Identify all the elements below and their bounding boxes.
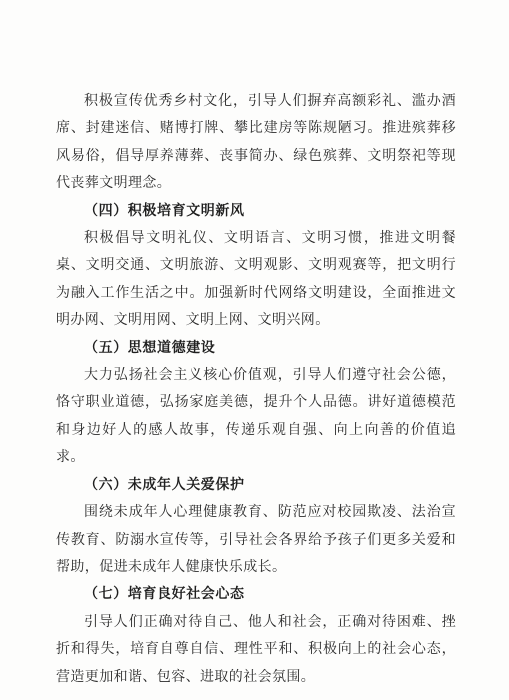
section-heading-social-mindset: （七）培育良好社会心态 — [84, 586, 245, 603]
section-heading-civilized-customs: （四）积极培育文明新风 — [84, 202, 245, 219]
document-body — [56, 88, 456, 691]
paragraph-civilized-customs: 积极倡导文明礼仪、文明语言、文明习惯，推进文明餐桌、文明交通、文明旅游、文明观影、文明观赛等，把文明行为融入工作生活之中。加强新时代网络文明建设，全面推进文明办网、文明用网、文明上网、文明兴网。 — [56, 230, 456, 329]
paragraph-rural-culture: 积极宣传优秀乡村文化，引导人们摒弃高额彩礼、滥办酒席、封建迷信、赌博打牌、攀比建房等陈规陋习。推进殡葬移风易俗，倡导厚养薄葬、丧事简办、绿色殡葬、文明祭祀等现代丧葬文明理念。 — [56, 93, 456, 192]
section-heading-minor-protection: （六）未成年人关爱保护 — [84, 476, 245, 493]
paragraph-moral-construction: 大力弘扬社会主义核心价值观，引导人们遵守社会公德，恪守职业道德，弘扬家庭美德，提升个人品德。讲好道德模范和身边好人的感人故事，传递乐观自强、向上向善的价值追求。 — [56, 367, 456, 466]
paragraph-minor-protection: 围绕未成年人心理健康教育、防范应对校园欺凌、法治宣传教育、防溺水宣传等，引导社会各界给予孩子们更多关爱和帮助，促进未成年人健康快乐成长。 — [56, 504, 456, 575]
section-heading-moral-construction: （五）思想道德建设 — [84, 339, 216, 356]
paragraph-social-mindset: 引导人们正确对待自己、他人和社会，正确对待困难、挫折和得失，培育自尊自信、理性平和、积极向上的社会心态，营造更加和谐、包容、进取的社会氛围。 — [56, 613, 456, 685]
